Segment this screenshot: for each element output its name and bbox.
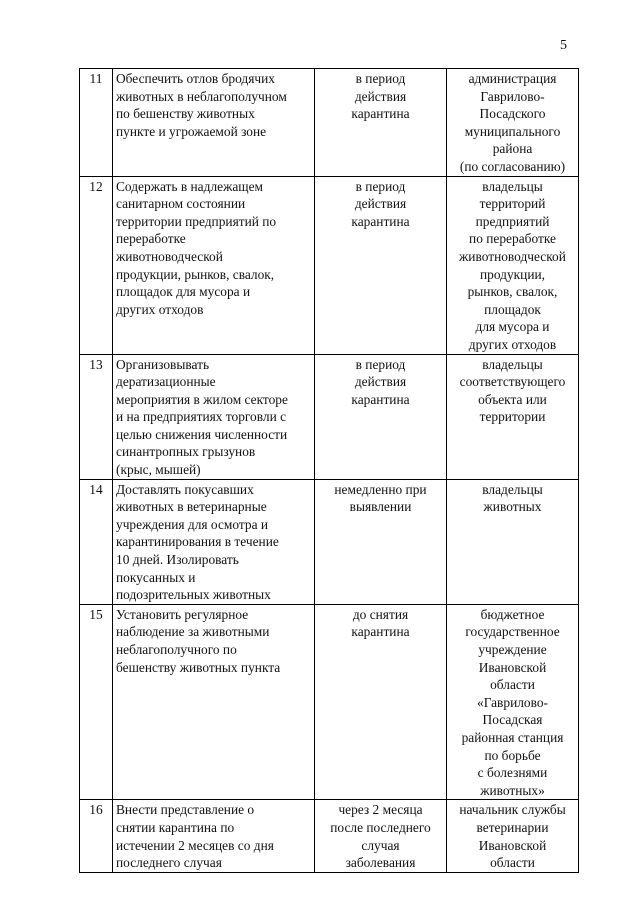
deadline-text-line: в период [355,178,406,194]
table-row [80,176,579,354]
responsible-text-line: территории [479,409,546,425]
responsible-text-line: района [492,141,533,157]
deadline-text-line: карантина [351,213,410,229]
responsible-text-line: учреждение [478,642,547,657]
responsible-text-line: животных» [480,782,545,798]
deadline-text-line: карантина [351,391,410,407]
measure-text-line: Организовывать [116,356,210,372]
responsible-text-line: Ивановской [478,837,547,853]
deadline-text-line: после последнего [330,819,431,835]
measure-text-line: синантропных грызунов [116,444,256,460]
measure-text-line: покусанных и [116,569,196,585]
responsible-text [447,479,579,604]
measure-text-line: неблагополучного по [116,642,237,657]
measure-text-line: истечении 2 месяцев со дня [116,837,274,853]
measure-text-line: учреждения для осмотра и [116,516,269,532]
responsible-text [447,800,579,872]
measure-text-line: Установить регулярное [116,606,249,622]
measure-text-line: бешенству животных пункта [116,659,281,675]
deadline-text-line: действия [354,196,407,212]
responsible-text [447,69,579,177]
row-number: 11 [80,69,113,177]
responsible-text [447,176,579,354]
responsible-text-line: Гаврилово- [480,88,545,104]
responsible-text-line: бюджетное [480,606,545,622]
responsible-text-line: продукции, [479,266,546,282]
responsible-text-line: с болезнями [477,765,548,781]
responsible-text-line: области [490,677,535,693]
measure-text-line: переработке [116,231,186,247]
responsible-text-line: владельцы [482,356,543,372]
measure-text-line: (крыс, мышей) [116,462,201,478]
responsible-text-line: администрация [468,71,557,86]
measure-text-line: животноводческой [116,248,223,264]
measure-text-line: и на предприятиях торговли с [116,409,287,425]
measure-text-line: целью снижения численности [116,426,288,442]
responsible-text-line: объекта или [478,391,547,407]
responsible-text [447,354,579,479]
deadline-text-line: немедленно при [334,481,427,497]
measure-text-line: мероприятия в жилом секторе [116,391,288,407]
measure-text-line: последнего случая [116,855,222,871]
responsible-text-line: владельцы [482,481,543,497]
deadline-text-line: в период [355,356,406,372]
responsible-text-line: животноводческой [459,248,566,264]
responsible-text-line: территорий [479,196,546,212]
deadline-text [315,354,447,479]
table-row [80,479,579,604]
deadline-text [315,176,447,354]
deadline-text-line: в период [355,71,406,86]
deadline-text-line: до снятия [352,606,409,622]
deadline-text-line: действия [354,88,407,104]
deadline-text-line: случая [361,837,400,853]
responsible-text-line: по борьбе [484,747,541,763]
row-number: 15 [80,604,113,800]
deadline-text-line: карантина [351,624,410,640]
measure-text-line: продукции, рынков, свалок, [116,266,275,282]
deadline-text [315,479,447,604]
deadline-text-line: заболевания [345,855,416,871]
measure-text-line: Обеспечить отлов бродячих [116,71,275,86]
measure-text-line: по бешенству животных [116,106,255,122]
page-number: 5 [560,38,567,53]
responsible-text-line: области [490,855,535,871]
row-number: 12 [80,176,113,354]
table-row [80,354,579,479]
responsible-text [447,604,579,800]
deadline-text-line: через 2 месяца [338,802,423,818]
deadline-text-line: карантина [351,106,410,122]
deadline-text [315,800,447,872]
measure-text-line: дератизационные [116,374,216,390]
table-row [80,69,579,177]
deadline-text-line: действия [354,374,407,390]
table-body [80,69,579,873]
responsible-text-line: животных [483,499,542,515]
responsible-text-line: государственное [465,624,560,640]
measures-table [79,68,579,873]
measure-text-line: животных в неблагополучном [116,88,287,104]
measure-text [113,69,315,177]
measure-text-line: 10 дней. Изолировать [116,552,239,568]
table-row [80,604,579,800]
responsible-text-line: предприятий [475,213,550,229]
responsible-text-line: районная станция [461,729,564,745]
measure-text-line: территории предприятий по [116,213,277,229]
responsible-text-line: рынков, свалок, [467,284,558,300]
responsible-text-line: ветеринарии [476,819,549,835]
measure-text [113,479,315,604]
measure-text-line: подозрительных животных [116,587,271,603]
responsible-text-line: (по согласованию) [459,158,566,174]
measure-text-line: санитарном состоянии [116,196,246,212]
table-row [80,800,579,872]
responsible-text-line: владельцы [482,178,543,194]
measure-text-line: Содержать в надлежащем [116,178,263,194]
row-number: 14 [80,479,113,604]
responsible-text-line: «Гаврилово- [477,694,548,710]
responsible-text-line: для мусора и [475,319,550,335]
measure-text-line: пункте и угрожаемой зоне [116,123,267,139]
responsible-text-line: Посадского [479,106,546,122]
measure-text-line: площадок для мусора и [116,284,251,300]
row-number: 16 [80,800,113,872]
responsible-text-line: по переработке [469,231,556,247]
responsible-text-line: Ивановской [478,659,547,675]
measure-text-line: снятии карантина по [116,819,235,835]
measure-text [113,800,315,872]
measure-text-line: Доставлять покусавших [116,481,254,497]
measure-text-line: карантинирования в течение [116,534,279,550]
measure-text [113,176,315,354]
responsible-text-line: начальник службы [459,802,566,818]
deadline-text [315,604,447,800]
deadline-text-line: выявлении [349,499,412,515]
row-number: 13 [80,354,113,479]
deadline-text [315,69,447,177]
measure-text-line: наблюдение за животными [116,624,270,640]
measure-text [113,354,315,479]
measure-text-line: животных в ветеринарные [116,499,267,515]
responsible-text-line: Посадская [482,712,543,728]
measure-text-line: Внести представление о [116,802,255,818]
responsible-text-line: площадок [484,301,541,317]
measure-text [113,604,315,800]
responsible-text-line: других отходов [468,336,557,352]
measure-text-line: других отходов [116,301,204,317]
responsible-text-line: соответствующего [459,374,566,390]
responsible-text-line: муниципального [464,123,561,139]
